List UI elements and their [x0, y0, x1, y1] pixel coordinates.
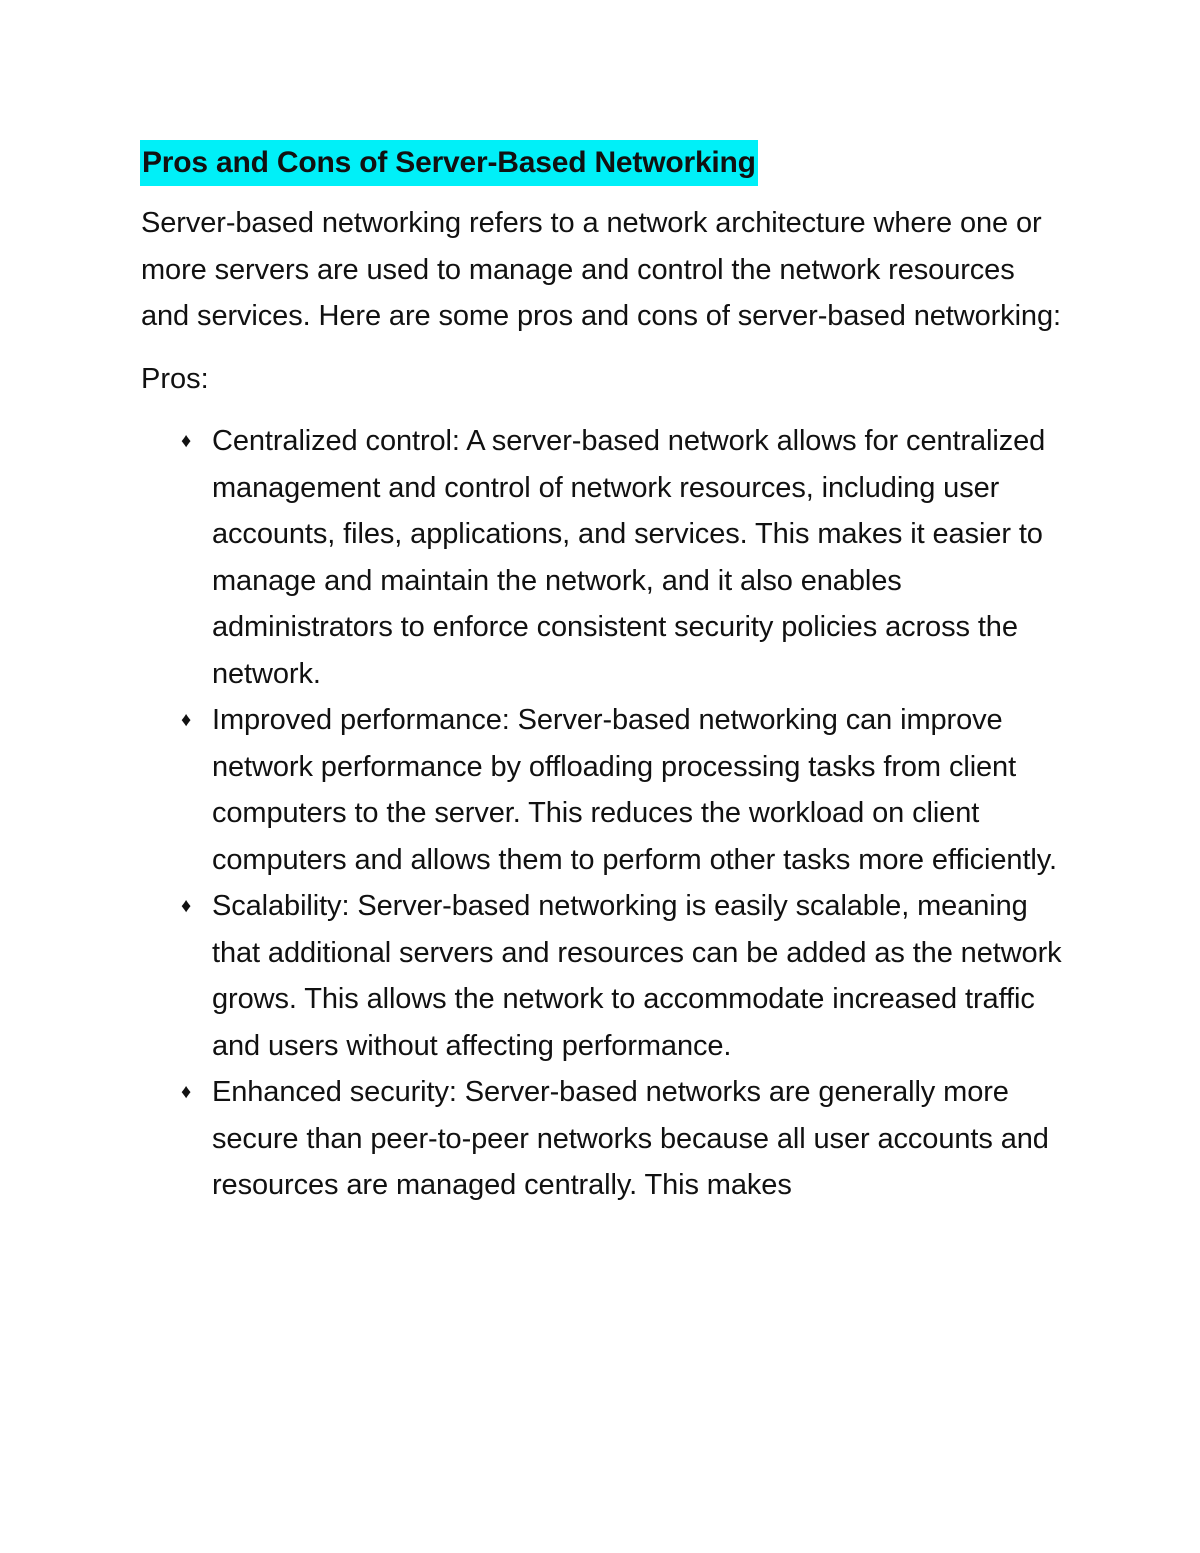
- diamond-bullet-icon: ♦: [181, 430, 192, 452]
- pro-text: Scalability: Server-based networking is easily scalable, meaning that additional servers and resources can be added as the network grows. This allows the network to accommodate increased traffic and users without affecting performance.: [212, 890, 1062, 1062]
- pro-text: Improved performance: Server-based networking can improve network performance by offloading processing tasks from client computers to the server. This reduces the workload on client computers and allows them to perform other tasks more efficiently.: [212, 704, 1057, 876]
- list-item: [141, 883, 1066, 1069]
- diamond-bullet-icon: ♦: [181, 895, 192, 917]
- list-item: [141, 697, 1066, 883]
- pros-heading: Pros:: [141, 362, 209, 395]
- diamond-bullet-icon: ♦: [181, 1081, 192, 1103]
- pros-list: [141, 418, 1066, 1209]
- list-item: [141, 418, 1066, 697]
- diamond-bullet-icon: ♦: [181, 709, 192, 731]
- document-body: [141, 140, 1066, 1209]
- pro-text: Centralized control: A server-based network allows for centralized management and control of network resources, including user accounts, files, applications, and services. This makes it easier to manage and maintain the network, and it also enables administrators to enforce consistent security policies across the network.: [212, 425, 1046, 690]
- intro-paragraph: Server-based networking refers to a network architecture where one or more servers are used to manage and control the network resources and services. Here are some pros and cons of server-based networking:: [141, 207, 1061, 332]
- document-title: Pros and Cons of Server-Based Networking: [140, 140, 758, 186]
- pro-text: Enhanced security: Server-based networks are generally more secure than peer-to-peer networks because all user accounts and resources are managed centrally. This makes: [212, 1076, 1049, 1201]
- list-item: [141, 1069, 1066, 1209]
